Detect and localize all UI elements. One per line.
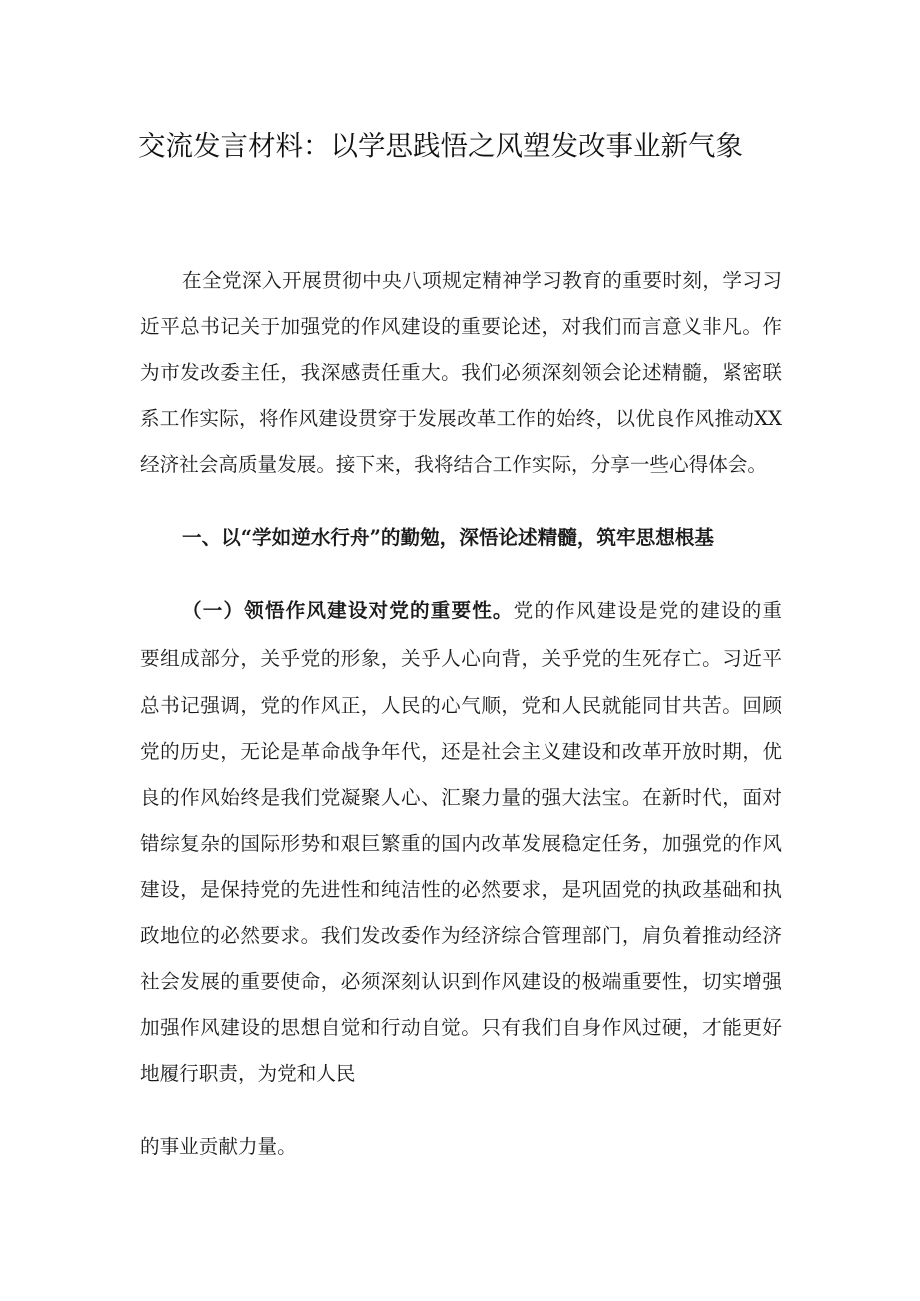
subsection-first-line [182, 598, 782, 624]
body-line: 社会发展的重要使命，必须深刻认识到作风建设的极端重要性，切实增强 [140, 970, 782, 993]
intro-line: 系工作实际，将作风建设贯穿于发展改革工作的始终，以优良作风推动XX [140, 407, 782, 430]
document-title: 交流发言材料：以学思践悟之风塑发改事业新气象 [138, 130, 743, 162]
body-line: 总书记强调，党的作风正，人民的心气顺，党和人民就能同甘共苦。回顾 [140, 694, 782, 717]
subsection-label: （一）领悟作风建设对党的重要性。 [182, 599, 514, 622]
body-line: 要组成部分，关乎党的形象，关乎人心向背，关乎党的生死存亡。习近平 [140, 647, 782, 670]
body-line: 良的作风始终是我们党凝聚人心、汇聚力量的强大法宝。在新时代，面对 [140, 786, 782, 809]
body-line: 地履行职责，为党和人民 [140, 1062, 356, 1085]
intro-line: 在全党深入开展贯彻中央八项规定精神学习教育的重要时刻，学习习 [182, 269, 782, 292]
body-line: 政地位的必然要求。我们发改委作为经济综合管理部门，肩负着推动经济 [140, 924, 782, 947]
subsection-first-text: 党的作风建设是党的建设的重 [513, 599, 783, 622]
body-line: 的事业贡献力量。 [140, 1135, 297, 1158]
intro-line: 为市发改委主任，我深感责任重大。我们必须深刻领会论述精髓，紧密联 [140, 361, 782, 384]
body-line: 党的历史，无论是革命战争年代，还是社会主义建设和改革开放时期，优 [140, 740, 782, 763]
body-line: 建设，是保持党的先进性和纯洁性的必然要求，是巩固党的执政基础和执 [140, 878, 782, 901]
body-line: 错综复杂的国际形势和艰巨繁重的国内改革发展稳定任务，加强党的作风 [140, 832, 782, 855]
body-line: 加强作风建设的思想自觉和行动自觉。只有我们自身作风过硬，才能更好 [140, 1016, 782, 1039]
section-heading: 一、以“学如逆水行舟”的勤勉，深悟论述精髓，筑牢思想根基 [182, 526, 714, 549]
intro-line: 经济社会高质量发展。接下来，我将结合工作实际，分享一些心得体会。 [140, 453, 767, 476]
intro-line: 近平总书记关于加强党的作风建设的重要论述，对我们而言意义非凡。作 [140, 315, 782, 338]
